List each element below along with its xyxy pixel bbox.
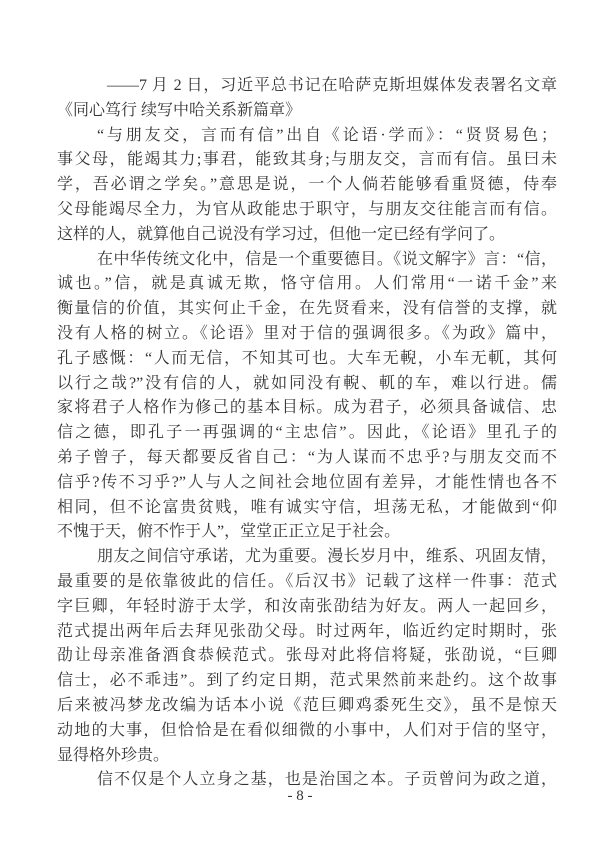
text-line: 家将君子人格作为修己的基本目标。成为君子，必须具备诚信、忠 (57, 399, 557, 417)
text-line: 字巨卿，年轻时游于太学，和汝南张劭结为好友。两人一起回乡， (57, 597, 557, 615)
text-line: 诚也。”信，就是真诚无欺，恪守信用。人们常用“一诺千金”来 (57, 275, 557, 293)
text-line: 这样的人，就算他自己说没有学习过，但他一定已经有学问了。 (57, 225, 506, 243)
text-line: 衡量信的价值，其实何止千金，在先贤看来，没有信誉的支撑，就 (57, 300, 557, 318)
text-line: 信士，必不乖违”。到了约定日期，范式果然前来赴约。这个故事 (57, 672, 557, 690)
text-line: 劭让母亲准备酒食恭候范式。张母对此将信将疑，张劭说，“巨卿 (57, 647, 557, 665)
text-line: 信不仅是个人立身之基，也是治国之本。子贡曾问为政之道， (97, 771, 557, 789)
text-line: 最重要的是依靠彼此的信任。《后汉书》记载了这样一件事：范式 (57, 572, 557, 590)
text-line: 动地的大事，但恰恰是在看似细微的小事中，人们对于信的坚守， (57, 721, 557, 739)
text-line: 不愧于天，俯不怍于人”，堂堂正正立足于社会。 (57, 523, 401, 541)
text-line: 信乎?传不习乎?”人与人之间社会地位固有差异，才能性情也各不 (57, 473, 557, 491)
text-line: 事父母，能竭其力;事君，能致其身;与朋友交，言而有信。虽曰未 (57, 151, 557, 169)
text-line: 相同，但不论富贵贫贱，唯有诚实守信，坦荡无私，才能做到“仰 (57, 498, 557, 516)
text-line: 弟子曾子，每天都要反省自己：“为人谋而不忠乎?与朋友交而不 (57, 448, 557, 466)
text-line: “与朋友交，言而有信”出自《论语·学而》：“贤贤易色； (97, 126, 557, 144)
text-line: 孔子感慨：“人而无信，不知其可也。大车无輗，小车无軏，其何 (57, 349, 557, 367)
page-number: - 8 - (287, 788, 313, 804)
text-line: 以行之哉?”没有信的人，就如同没有輗、軏的车，难以行进。儒 (57, 374, 557, 392)
text-line: 范式提出两年后去拜见张劭父母。时过两年，临近约定时期时，张 (57, 622, 557, 640)
text-line: ——7 月 2 日，习近平总书记在哈萨克斯坦媒体发表署名文章 (107, 77, 557, 94)
text-line: 没有人格的树立。《论语》里对于信的强调很多。《为政》篇中， (57, 324, 557, 342)
text-line: 《同心笃行 续写中哈关系新篇章》 (57, 101, 302, 119)
text-line: 在中华传统文化中，信是一个重要德目。《说文解字》言：“信， (97, 250, 557, 268)
text-line: 朋友之间信守承诺，尤为重要。漫长岁月中，维系、巩固友情， (97, 548, 557, 566)
text-line: 学，吾必谓之学矣。”意思是说，一个人倘若能够看重贤德，侍奉 (57, 176, 557, 194)
text-line: 父母能竭尽全力，为官从政能忠于职守，与朋友交往能言而有信。 (57, 200, 557, 218)
text-line: 显得格外珍贵。 (57, 746, 170, 764)
text-line: 后来被冯梦龙改编为话本小说《范巨卿鸡黍死生交》，虽不是惊天 (57, 696, 557, 714)
document-text (57, 74, 557, 793)
text-line: 信之德，即孔子一再强调的“主忠信”。因此，《论语》里孔子的 (57, 424, 557, 442)
